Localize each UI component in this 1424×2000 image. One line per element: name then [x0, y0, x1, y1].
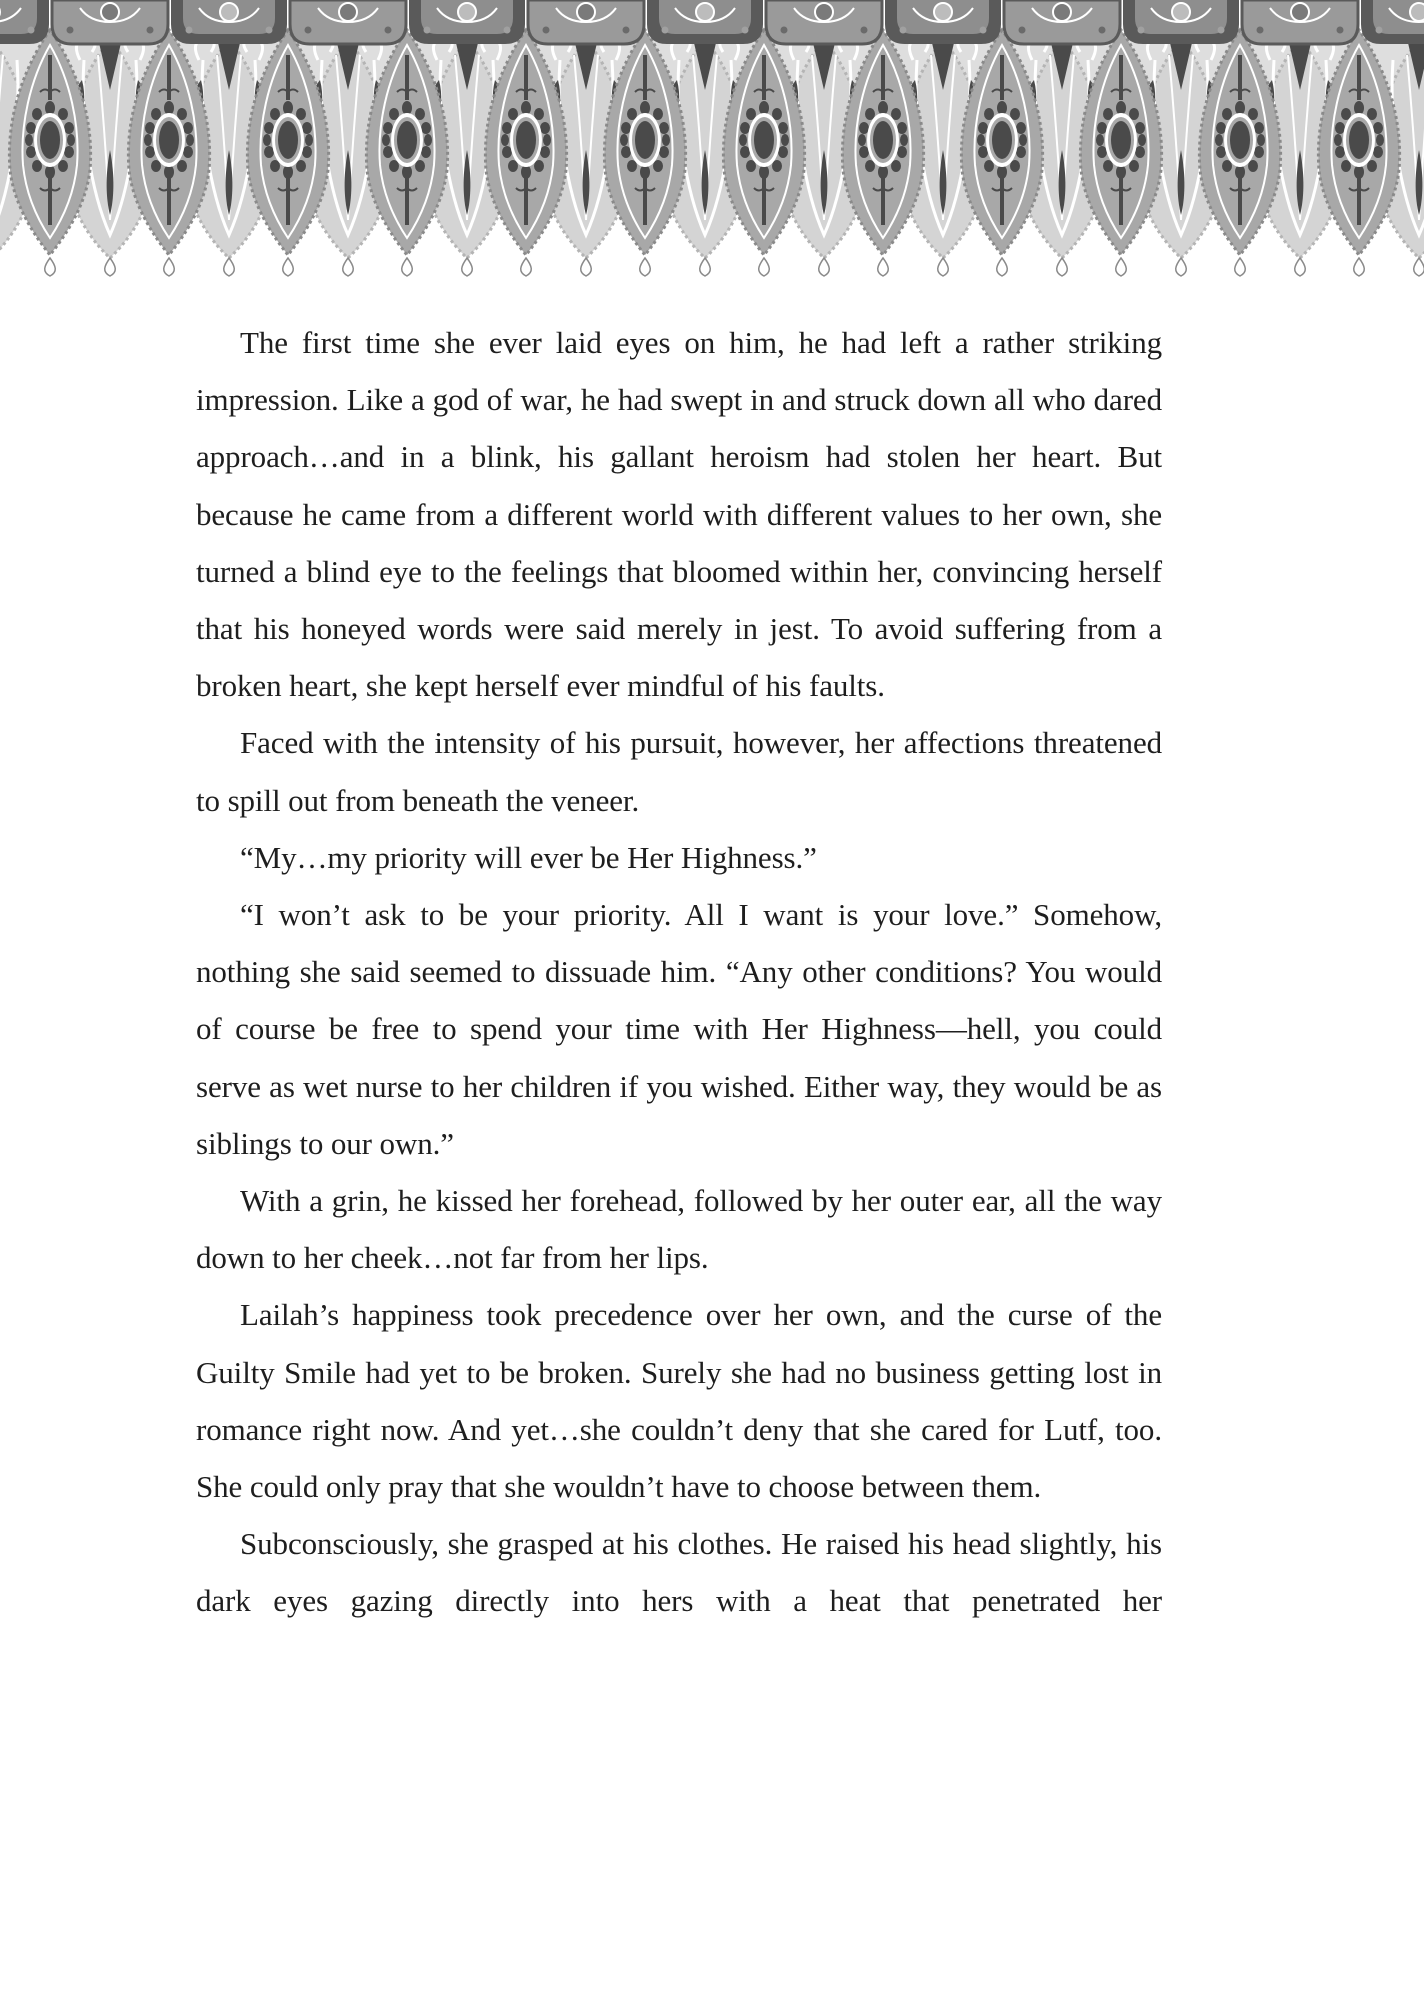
page-body-text: [196, 314, 1162, 1630]
paragraph: The first time she ever laid eyes on him, he had left a rather striking impression. Like a god of war, he had swept in and struck down all who dared approach…and in a blink, his gallant heroism had stolen her heart. But because he came from a different world with different values to her own, she turned a blind eye to the feelings that bloomed within her, convincing herself that his honeyed words were said merely in jest. To avoid suffering from a broken heart, she kept herself ever mindful of his faults.: [196, 325, 1162, 704]
paragraph: With a grin, he kissed her forehead, followed by her outer ear, all the way down to her cheek…not far from her lips.: [196, 1183, 1162, 1276]
paragraph: Lailah’s happiness took precedence over her own, and the curse of the Guilty Smile had yet to be broken. Surely she had no business getting lost in romance right now. And yet…she couldn’t deny that she cared for Lutf, too. She could only pray that she wouldn’t have to choose between them.: [196, 1297, 1162, 1505]
paragraph: “My…my priority will ever be Her Highness.”: [240, 839, 817, 875]
paragraph: Subconsciously, she grasped at his clothes. He raised his head slightly, his dark eyes gazing directly into hers with a heat that penetrated her: [196, 1526, 1162, 1619]
top-boxes: [0, 0, 1424, 44]
paragraph: Faced with the intensity of his pursuit, however, her affections threatened to spill out from beneath the veneer.: [196, 725, 1162, 818]
paragraph: “I won’t ask to be your priority. All I want is your love.” Somehow, nothing she said seemed to dissuade him. “Any other conditions? You would of course be free to spend your time with Her Highness—hell, you could serve as wet nurse to her children if you wished. Either way, they would be as siblings to our own.”: [196, 897, 1162, 1161]
ornamental-lace-border: [0, 0, 1424, 290]
